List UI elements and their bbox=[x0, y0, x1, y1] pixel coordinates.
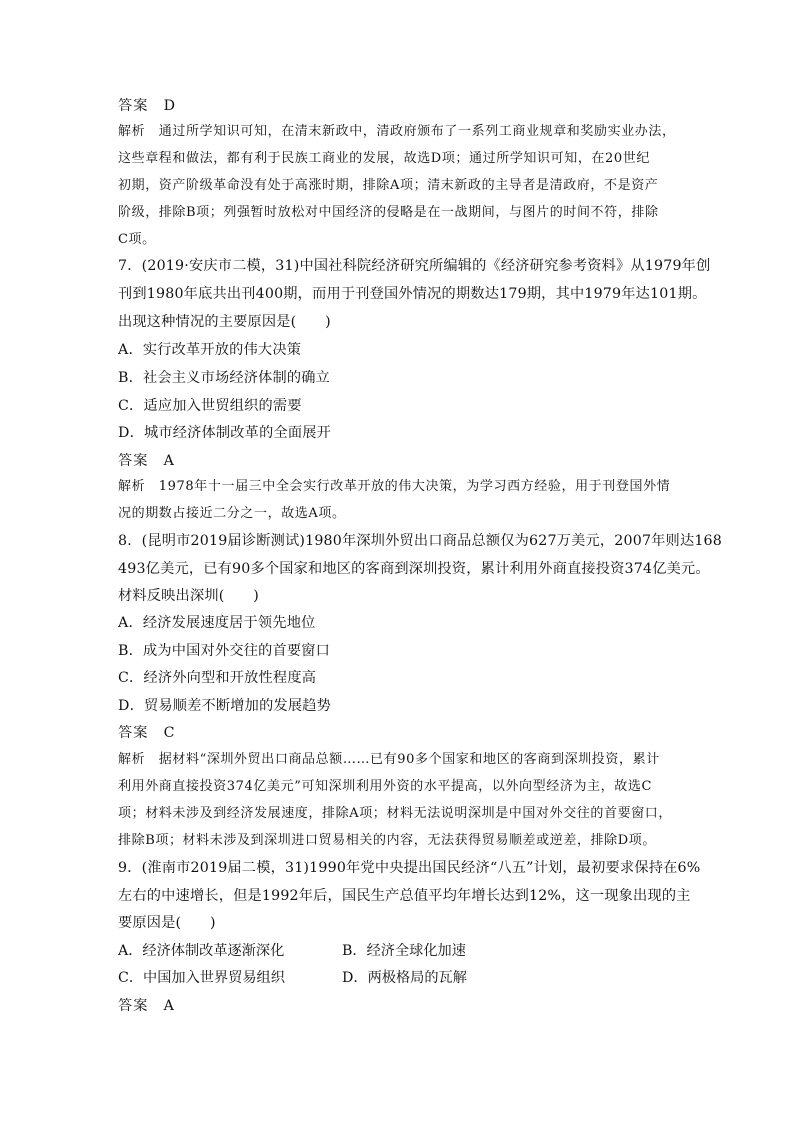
question-7-stem: 刊到1980年底共出刊400期，而用于刊登国外情况的期数达179期，其中1979年达101期。 bbox=[118, 286, 707, 302]
explanation-line: C项。 bbox=[118, 232, 156, 247]
question-7-option-b: B．社会主义市场经济体制的确立 bbox=[118, 370, 331, 386]
explanation-line: 这些章程和做法，都有利于民族工商业的发展，故选D项；通过所学知识可知，在20世纪 bbox=[118, 151, 650, 166]
explanation-line: 解析 据材料“深圳外贸出口商品总额……已有90多个国家和地区的客商到深圳投资，累计 bbox=[118, 752, 660, 767]
question-8-option-a: A．经济发展速度居于领先地位 bbox=[118, 615, 316, 631]
question-9-option-b: B．经济全球化加速 bbox=[342, 943, 466, 959]
answer-line: 答案 D bbox=[118, 98, 176, 114]
question-7-stem: 出现这种情况的主要原因是( ) bbox=[118, 314, 331, 330]
explanation-line: 况的期数占接近二分之一，故选A项。 bbox=[118, 506, 346, 521]
question-7-stem: 7．(2019·安庆市二模，31)中国社科院经济研究所编辑的《经济研究参考资料》从1979年创 bbox=[118, 258, 711, 274]
answer-line: 答案 C bbox=[118, 725, 176, 741]
answer-line: 答案 A bbox=[118, 453, 175, 469]
question-8-option-b: B．成为中国对外交往的首要窗口 bbox=[118, 643, 331, 659]
question-7-option-d: D．城市经济体制改革的全面展开 bbox=[118, 425, 332, 441]
explanation-line: 排除B项；材料未涉及到深圳进口贸易相关的内容，无法获得贸易顺差或逆差，排除D项。 bbox=[118, 833, 656, 848]
question-8-stem: 材料反映出深圳( ) bbox=[118, 588, 259, 604]
explanation-line: 利用外商直接投资374亿美元”可知深圳利用外资的水平提高，以外向型经济为主，故选C bbox=[118, 779, 653, 794]
question-8-stem: 493亿美元，已有90多个国家和地区的客商到深圳投资，累计利用外商直接投资374亿美元。 bbox=[118, 561, 710, 577]
question-7-option-a: A．实行改革开放的伟大决策 bbox=[118, 342, 302, 358]
explanation-line: 解析 1978年十一届三中全会实行改革开放的伟大决策，为学习西方经验，用于刊登国外情 bbox=[118, 479, 671, 494]
question-9-stem: 9．(淮南市2019届二模，31)1990年党中央提出国民经济“八五”计划，最初要求保持在6% bbox=[118, 860, 701, 876]
question-9-option-d: D．两极格局的瓦解 bbox=[342, 970, 467, 986]
question-7-option-c: C．适应加入世贸组织的需要 bbox=[118, 398, 302, 414]
explanation-line: 解析 通过所学知识可知，在清末新政中，清政府颁布了一系列工商业规章和奖励实业办法， bbox=[118, 124, 676, 139]
question-8-option-d: D．贸易顺差不断增加的发展趋势 bbox=[118, 698, 332, 714]
question-9-stem: 要原因是( ) bbox=[118, 915, 216, 931]
question-8-stem: 8．(昆明市2019届诊断测试)1980年深圳外贸出口商品总额仅为627万美元，2007年则达168 bbox=[118, 533, 723, 549]
question-9-stem: 左右的中速增长，但是1992年后，国民生产总值平均年增长达到12%，这一现象出现的主 bbox=[118, 888, 691, 904]
question-9-option-c: C．中国加入世界贸易组织 bbox=[118, 970, 285, 986]
answer-line: 答案 A bbox=[118, 998, 175, 1014]
question-8-option-c: C．经济外向型和开放性程度高 bbox=[118, 670, 317, 686]
explanation-line: 初期，资产阶级革命没有处于高涨时期，排除A项；清末新政的主导者是清政府，不是资产 bbox=[118, 178, 659, 193]
question-9-option-a: A．经济体制改革逐渐深化 bbox=[118, 943, 285, 959]
explanation-line: 项；材料未涉及到经济发展速度，排除A项；材料无法说明深圳是中国对外交往的首要窗口， bbox=[118, 806, 672, 821]
explanation-line: 阶级，排除B项；列强暂时放松对中国经济的侵略是在一战期间，与图片的时间不符，排除 bbox=[118, 205, 659, 220]
